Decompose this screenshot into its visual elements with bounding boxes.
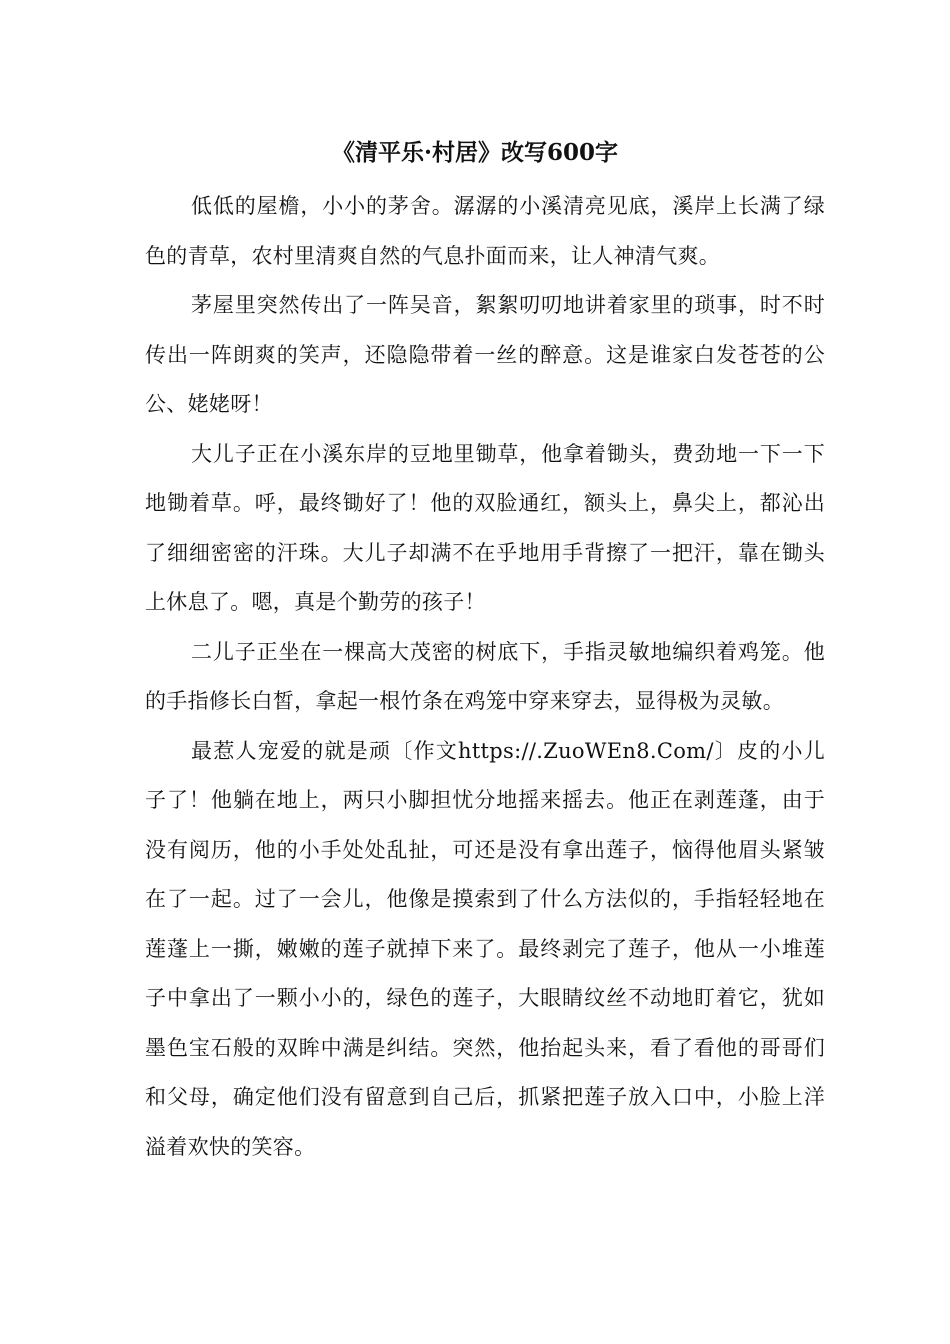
document-title: 《清平乐·村居》改写600字 [331,139,619,166]
paragraph-1: 低低的屋檐，小小的茅舍。潺潺的小溪清亮见底，溪岸上长满了绿色的青草，农村里清爽自然的气息扑面而来，让人神清气爽。 [145,194,825,268]
paragraph-4: 二儿子正坐在一棵高大茂密的树底下，手指灵敏地编织着鸡笼。他的手指修长白皙，拿起一根竹条在鸡笼中穿来穿去，显得极为灵敏。 [145,639,825,713]
paragraph-2: 茅屋里突然传出了一阵吴音，絮絮叨叨地讲着家里的琐事，时不时传出一阵朗爽的笑声，还隐隐带着一丝的醉意。这是谁家白发苍苍的公公、姥姥呀！ [145,293,825,416]
paragraph-5: 最惹人宠爱的就是顽〔作文https://.ZuoWEn8.Com/〕皮的小儿子了！他躺在地上，两只小脚担忧分地摇来摇去。他正在剥莲蓬，由于没有阅历，他的小手处处乱扯，可还是没有拿出莲子，恼得他眉头紧皱在了一起。过了一会儿，他像是摸索到了什么方法似的，手指轻轻地在莲蓬上一撕，嫩嫩的莲子就掉下来了。最终剥完了莲子，他从一小堆莲子中拿出了一颗小小的，绿色的莲子，大眼睛纹丝不动地盯着它，犹如墨色宝石般的双眸中满是纠结。突然，他抬起头来，看了看他的哥哥们和父母，确定他们没有留意到自己后，抓紧把莲子放入口中，小脸上洋溢着欢快的笑容。 [145,738,825,1159]
paragraph-3: 大儿子正在小溪东岸的豆地里锄草，他拿着锄头，费劲地一下一下地锄着草。呼，最终锄好了！他的双脸通红，额头上，鼻尖上，都沁出了细细密密的汗珠。大儿子却满不在乎地用手背擦了一把汗，靠在锄头上休息了。嗯，真是个勤劳的孩子！ [145,441,825,614]
document-body [145,182,825,1172]
